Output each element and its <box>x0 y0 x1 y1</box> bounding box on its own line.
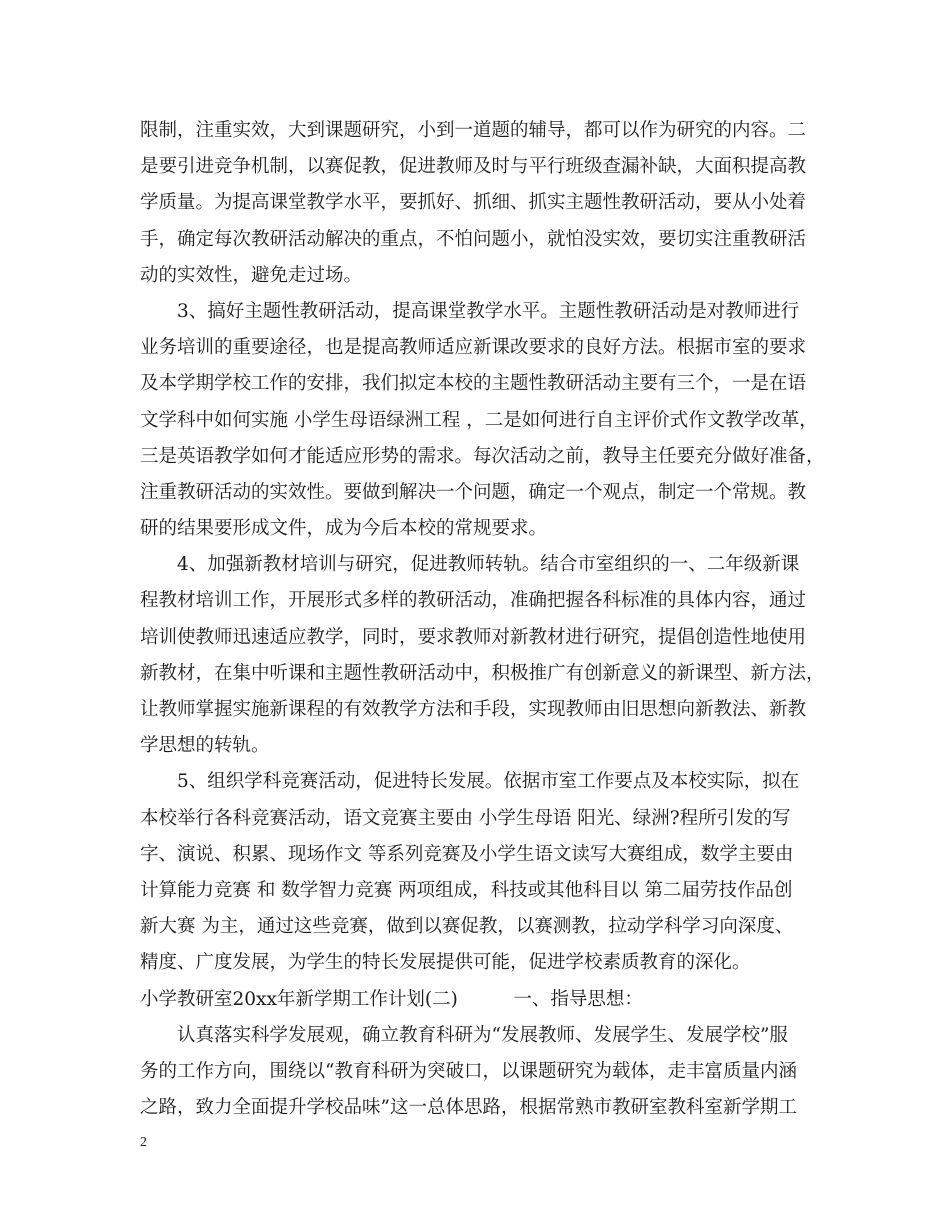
text-line: 动的实效性，避免走过场。 <box>140 264 363 286</box>
page-number: 2 <box>140 1135 147 1150</box>
text-line: 之路，致力全面提升学校品味”这一总体思路，根据常熟市教研室教科室新学期工 <box>140 1097 797 1119</box>
text-line: 本校举行各科竞赛活动，语文竞赛主要由 小学生母语 阳光、绿洲?程所引发的写 <box>140 807 791 829</box>
text-line: 5、组织学科竞赛活动，促进特长发展。依据市室工作要点及本校实际，拟在 <box>140 771 800 793</box>
text-line: 及本学期学校工作的安排，我们拟定本校的主题性教研活动主要有三个，一是在语 <box>140 373 807 395</box>
text-line: 研的结果要形成文件，成为今后本校的常规要求。 <box>140 518 548 540</box>
body-text <box>140 113 825 1126</box>
text-line: 务的工作方向，围绕以“教育科研为突破口，以课题研究为载体，走丰富质量内涵 <box>140 1060 797 1082</box>
text-line: 学思想的转轨。 <box>140 735 270 757</box>
text-line: 三是英语教学如何才能适应形势的需求。每次活动之前，教导主任要充分做好准备， <box>140 445 825 467</box>
text-line: 业务培训的重要途径，也是提高教师适应新课改要求的良好方法。根据市室的要求 <box>140 337 807 359</box>
text-line: 新教材，在集中听课和主题性教研活动中，积极推广有创新意义的新课型、新方法， <box>140 662 825 684</box>
text-line: 认真落实科学发展观，确立教育科研为“发展教师、发展学生、发展学校”服 <box>140 1024 788 1046</box>
text-line: 是要引进竞争机制，以赛促教，促进教师及时与平行班级查漏补缺，大面积提高教 <box>140 156 807 178</box>
text-line: 4、加强新教材培训与研究，促进教师转轨。结合市室组织的一、二年级新课 <box>140 554 800 576</box>
text-line: 计算能力竞赛 和 数学智力竞赛 两项组成，科技或其他科目以 第二届劳技作品创 <box>140 879 793 901</box>
text-line: 学质量。为提高课堂教学水平，要抓好、抓细、抓实主题性教研活动，要从小处着 <box>140 192 807 214</box>
section-heading-line: 小学教研室20xx年新学期工作计划(二) 一、指导思想： <box>140 988 643 1010</box>
text-line: 3、搞好主题性教研活动，提高课堂教学水平。主题性教研活动是对教师进行 <box>140 300 800 322</box>
text-line: 文学科中如何实施 小学生母语绿洲工程 ，二是如何进行自主评价式作文教学改革， <box>140 409 818 431</box>
text-line: 限制，注重实效，大到课题研究，小到一道题的辅导，都可以作为研究的内容。二 <box>140 120 807 141</box>
text-line: 字、演说、积累、现场作文 等系列竞赛及小学生语文读写大赛组成，数学主要由 <box>140 843 794 865</box>
text-line: 程教材培训工作，开展形式多样的教研活动，准确把握各科标准的具体内容，通过 <box>140 590 807 612</box>
text-line: 手，确定每次教研活动解决的重点，不怕问题小，就怕没实效，要切实注重教研活 <box>140 228 807 250</box>
text-line: 培训使教师迅速适应教学，同时，要求教师对新教材进行研究，提倡创造性地使用 <box>140 626 807 648</box>
text-line: 新大赛 为主，通过这些竞赛，做到以赛促教，以赛测教，拉动学科学习向深度、 <box>140 916 794 938</box>
text-line: 精度、广度发展，为学生的特长发展提供可能，促进学校素质教育的深化。 <box>140 952 751 974</box>
text-line: 让教师掌握实施新课程的有效教学方法和手段，实现教师由旧思想向新教法、新教 <box>140 699 807 720</box>
text-line: 注重教研活动的实效性。要做到解决一个问题，确定一个观点，制定一个常规。教 <box>140 481 807 503</box>
